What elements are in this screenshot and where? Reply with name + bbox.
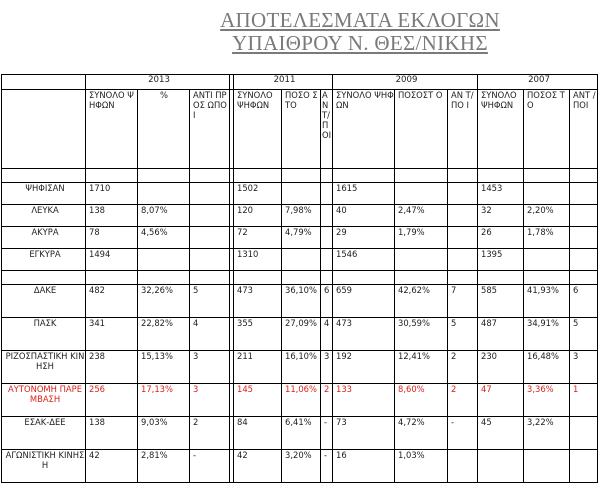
cell-2009-percent: 4,72%	[395, 417, 448, 450]
empty-cell	[478, 271, 524, 285]
empty-cell	[282, 271, 321, 285]
cell-2013-percent	[138, 183, 190, 205]
row-label: ΕΣΑΚ-ΔΕΕ	[2, 417, 86, 450]
cell-2009-total-votes: 473	[333, 318, 395, 351]
empty-cell	[138, 271, 190, 285]
cell-2011-percent	[282, 183, 321, 205]
empty-cell	[333, 169, 395, 183]
cell-2013-total-votes: 238	[86, 351, 138, 384]
cell-2013-seats: -	[190, 450, 230, 483]
cell-2011-seats	[321, 227, 333, 249]
header-2011-seats: ΑΝΤ/ΠΟΙ	[321, 90, 333, 169]
cell-2007-total-votes: 32	[478, 205, 524, 227]
cell-2011-total-votes: 473	[234, 285, 282, 318]
header-2009-percent: ΠΟΣΟΣΤ Ο	[395, 90, 448, 169]
cell-2013-total-votes: 42	[86, 450, 138, 483]
cell-2011-percent: 16,10%	[282, 351, 321, 384]
party-row	[2, 351, 598, 384]
cell-2007-seats	[570, 417, 598, 450]
cell-2013-percent: 17,13%	[138, 384, 190, 417]
cell-2013-percent: 9,03%	[138, 417, 190, 450]
cell-2007-total-votes: 1453	[478, 183, 524, 205]
empty-cell	[570, 271, 598, 285]
year-2013: 2013	[86, 75, 230, 90]
cell-2013-seats: 2	[190, 417, 230, 450]
cell-2013-seats	[190, 227, 230, 249]
cell-2013-total-votes: 1710	[86, 183, 138, 205]
cell-2011-total-votes: 211	[234, 351, 282, 384]
cell-2011-percent: 36,10%	[282, 285, 321, 318]
cell-2013-percent	[138, 249, 190, 271]
cell-2007-total-votes: 45	[478, 417, 524, 450]
summary-row	[2, 183, 598, 205]
cell-2007-total-votes: 487	[478, 318, 524, 351]
cell-2013-seats: 4	[190, 318, 230, 351]
empty-cell	[2, 271, 86, 285]
cell-2007-percent: 1,78%	[524, 227, 570, 249]
party-row	[2, 318, 598, 351]
cell-2009-percent: 12,41%	[395, 351, 448, 384]
cell-2011-total-votes: 1310	[234, 249, 282, 271]
header-2011-total: ΣΥΝΟΛΟ ΨΗΦΩΝ	[234, 90, 282, 169]
empty-cell	[234, 271, 282, 285]
empty-cell	[321, 169, 333, 183]
cell-2009-total-votes: 659	[333, 285, 395, 318]
cell-2009-total-votes: 1615	[333, 183, 395, 205]
cell-2007-seats	[570, 450, 598, 483]
year-2011: 2011	[234, 75, 333, 90]
row-label: ΔΑΚΕ	[2, 285, 86, 318]
spacer-row	[2, 169, 598, 183]
cell-2011-percent: 6,41%	[282, 417, 321, 450]
cell-2011-seats: -	[321, 417, 333, 450]
cell-2007-percent: 41,93%	[524, 285, 570, 318]
summary-row	[2, 249, 598, 271]
cell-2011-seats: 3	[321, 351, 333, 384]
cell-2013-percent: 15,13%	[138, 351, 190, 384]
cell-2013-seats	[190, 183, 230, 205]
cell-2007-seats: 3	[570, 351, 598, 384]
empty-cell	[448, 169, 478, 183]
cell-2009-seats: -	[448, 417, 478, 450]
cell-2013-total-votes: 138	[86, 205, 138, 227]
cell-2007-seats	[570, 183, 598, 205]
cell-2013-percent: 4,56%	[138, 227, 190, 249]
empty-cell	[2, 169, 86, 183]
election-results-table	[1, 74, 598, 483]
cell-2011-total-votes: 145	[234, 384, 282, 417]
cell-2011-seats: 6	[321, 285, 333, 318]
empty-cell	[448, 271, 478, 285]
empty-cell	[395, 271, 448, 285]
cell-2011-percent: 7,98%	[282, 205, 321, 227]
empty-cell	[190, 169, 230, 183]
cell-2009-total-votes: 133	[333, 384, 395, 417]
cell-2013-percent: 2,81%	[138, 450, 190, 483]
cell-2011-percent	[282, 249, 321, 271]
cell-2007-seats: 5	[570, 318, 598, 351]
cell-2009-percent: 30,59%	[395, 318, 448, 351]
spacer-row	[2, 271, 598, 285]
cell-2013-total-votes: 341	[86, 318, 138, 351]
cell-2011-seats: -	[321, 450, 333, 483]
cell-2007-total-votes	[478, 450, 524, 483]
row-label: ΑΓΩΝΙΣΤΙΚΗ ΚΙΝΗΣΗ	[2, 450, 86, 483]
cell-2007-seats: 1	[570, 384, 598, 417]
cell-2007-total-votes: 230	[478, 351, 524, 384]
cell-2007-percent: 34,91%	[524, 318, 570, 351]
header-2011-percent: ΠΟΣΟ ΣΤΟ	[282, 90, 321, 169]
row-label: ΛΕΥΚΑ	[2, 205, 86, 227]
cell-2011-total-votes: 42	[234, 450, 282, 483]
cell-2011-seats: 2	[321, 384, 333, 417]
cell-2007-total-votes: 585	[478, 285, 524, 318]
cell-2011-percent: 4,79%	[282, 227, 321, 249]
cell-2007-seats: 6	[570, 285, 598, 318]
year-header-row	[2, 75, 598, 90]
cell-2007-percent	[524, 249, 570, 271]
cell-2011-seats: 4	[321, 318, 333, 351]
cell-2013-total-votes: 482	[86, 285, 138, 318]
cell-2009-percent: 8,60%	[395, 384, 448, 417]
cell-2007-percent: 3,22%	[524, 417, 570, 450]
cell-2009-seats: 2	[448, 351, 478, 384]
cell-2013-percent: 22,82%	[138, 318, 190, 351]
row-label: ΨΗΦΙΣΑΝ	[2, 183, 86, 205]
cell-2013-seats: 3	[190, 384, 230, 417]
cell-2011-percent: 11,06%	[282, 384, 321, 417]
cell-2009-seats: 5	[448, 318, 478, 351]
cell-2011-total-votes: 120	[234, 205, 282, 227]
cell-2009-total-votes: 16	[333, 450, 395, 483]
page-title-line-2: ΥΠΑΙΘΡΟΥ Ν. ΘΕΣ/ΝΙΚΗΣ	[232, 31, 488, 55]
cell-2013-total-votes: 78	[86, 227, 138, 249]
cell-2013-total-votes: 1494	[86, 249, 138, 271]
header-2007-percent: ΠΟΣΟΣ ΤΟ	[524, 90, 570, 169]
year-2009: 2009	[333, 75, 478, 90]
cell-2009-total-votes: 29	[333, 227, 395, 249]
party-row	[2, 285, 598, 318]
header-2013-total: ΣΥΝΟΛΟ ΨΗΦΩΝ	[86, 90, 138, 169]
summary-row	[2, 227, 598, 249]
cell-2011-total-votes: 355	[234, 318, 282, 351]
cell-2007-percent	[524, 450, 570, 483]
cell-2007-total-votes: 1395	[478, 249, 524, 271]
row-label: ΠΑΣΚ	[2, 318, 86, 351]
cell-2011-percent: 27,09%	[282, 318, 321, 351]
empty-cell	[478, 169, 524, 183]
cell-2009-percent	[395, 183, 448, 205]
cell-2011-total-votes: 1502	[234, 183, 282, 205]
year-2007: 2007	[478, 75, 598, 90]
header-2013-percent: %	[138, 90, 190, 169]
cell-2007-seats	[570, 249, 598, 271]
cell-2013-total-votes: 256	[86, 384, 138, 417]
cell-2007-total-votes: 47	[478, 384, 524, 417]
cell-2009-percent	[395, 249, 448, 271]
cell-2013-seats	[190, 249, 230, 271]
cell-2007-total-votes: 26	[478, 227, 524, 249]
cell-2011-total-votes: 84	[234, 417, 282, 450]
row-label: ΕΓΚΥΡΑ	[2, 249, 86, 271]
cell-2011-total-votes: 72	[234, 227, 282, 249]
corner-cell	[2, 75, 86, 90]
cell-2009-total-votes: 40	[333, 205, 395, 227]
cell-2011-percent: 3,20%	[282, 450, 321, 483]
cell-2007-percent: 16,48%	[524, 351, 570, 384]
label-header-cell	[2, 90, 86, 169]
empty-cell	[524, 271, 570, 285]
cell-2009-total-votes: 1546	[333, 249, 395, 271]
empty-cell	[190, 271, 230, 285]
page-title-line-1: ΑΠΟΤΕΛΕΣΜΑΤΑ ΕΚΛΟΓΩΝ	[220, 8, 500, 32]
cell-2009-seats	[448, 249, 478, 271]
party-row	[2, 384, 598, 417]
cell-2009-seats	[448, 205, 478, 227]
empty-cell	[234, 169, 282, 183]
cell-2009-seats	[448, 183, 478, 205]
header-2009-total: ΣΥΝΟΛΟ ΨΗΦΩΝ	[333, 90, 395, 169]
row-label: ΡΙΖΟΣΠΑΣΤΙΚΗ ΚΙΝΗΣΗ	[2, 351, 86, 384]
empty-cell	[86, 271, 138, 285]
cell-2007-seats	[570, 227, 598, 249]
cell-2011-seats	[321, 183, 333, 205]
cell-2007-percent: 3,36%	[524, 384, 570, 417]
empty-cell	[138, 169, 190, 183]
empty-cell	[86, 169, 138, 183]
cell-2009-total-votes: 73	[333, 417, 395, 450]
cell-2009-seats: 7	[448, 285, 478, 318]
empty-cell	[524, 169, 570, 183]
cell-2013-percent: 8,07%	[138, 205, 190, 227]
cell-2009-total-votes: 192	[333, 351, 395, 384]
cell-2009-seats	[448, 227, 478, 249]
header-2007-total: ΣΥΝΟΛΟ ΨΗΦΩΝ	[478, 90, 524, 169]
party-row	[2, 450, 598, 483]
cell-2011-seats	[321, 205, 333, 227]
cell-2009-percent: 1,03%	[395, 450, 448, 483]
empty-cell	[282, 169, 321, 183]
row-label: ΑΚΥΡΑ	[2, 227, 86, 249]
cell-2007-percent: 2,20%	[524, 205, 570, 227]
header-2009-seats: ΑΝ Τ/ΠΟ Ι	[448, 90, 478, 169]
summary-row	[2, 205, 598, 227]
party-row	[2, 417, 598, 450]
empty-cell	[333, 271, 395, 285]
empty-cell	[321, 271, 333, 285]
cell-2013-seats: 3	[190, 351, 230, 384]
cell-2013-seats	[190, 205, 230, 227]
header-2007-seats: ΑΝΤ /ΠΟΙ	[570, 90, 598, 169]
empty-cell	[395, 169, 448, 183]
cell-2009-percent: 1,79%	[395, 227, 448, 249]
cell-2013-seats: 5	[190, 285, 230, 318]
cell-2007-seats	[570, 205, 598, 227]
row-label: ΑΥΤΟΝΟΜΗ ΠΑΡΕΜΒΑΣΗ	[2, 384, 86, 417]
column-header-row	[2, 90, 598, 169]
cell-2009-percent: 2,47%	[395, 205, 448, 227]
cell-2013-total-votes: 138	[86, 417, 138, 450]
cell-2009-seats	[448, 450, 478, 483]
cell-2009-percent: 42,62%	[395, 285, 448, 318]
cell-2013-percent: 32,26%	[138, 285, 190, 318]
empty-cell	[570, 169, 598, 183]
cell-2007-percent	[524, 183, 570, 205]
header-2013-seats: ΑΝΤΙ ΠΡΟΣ ΩΠΟΙ	[190, 90, 230, 169]
cell-2011-seats	[321, 249, 333, 271]
cell-2009-seats: 2	[448, 384, 478, 417]
